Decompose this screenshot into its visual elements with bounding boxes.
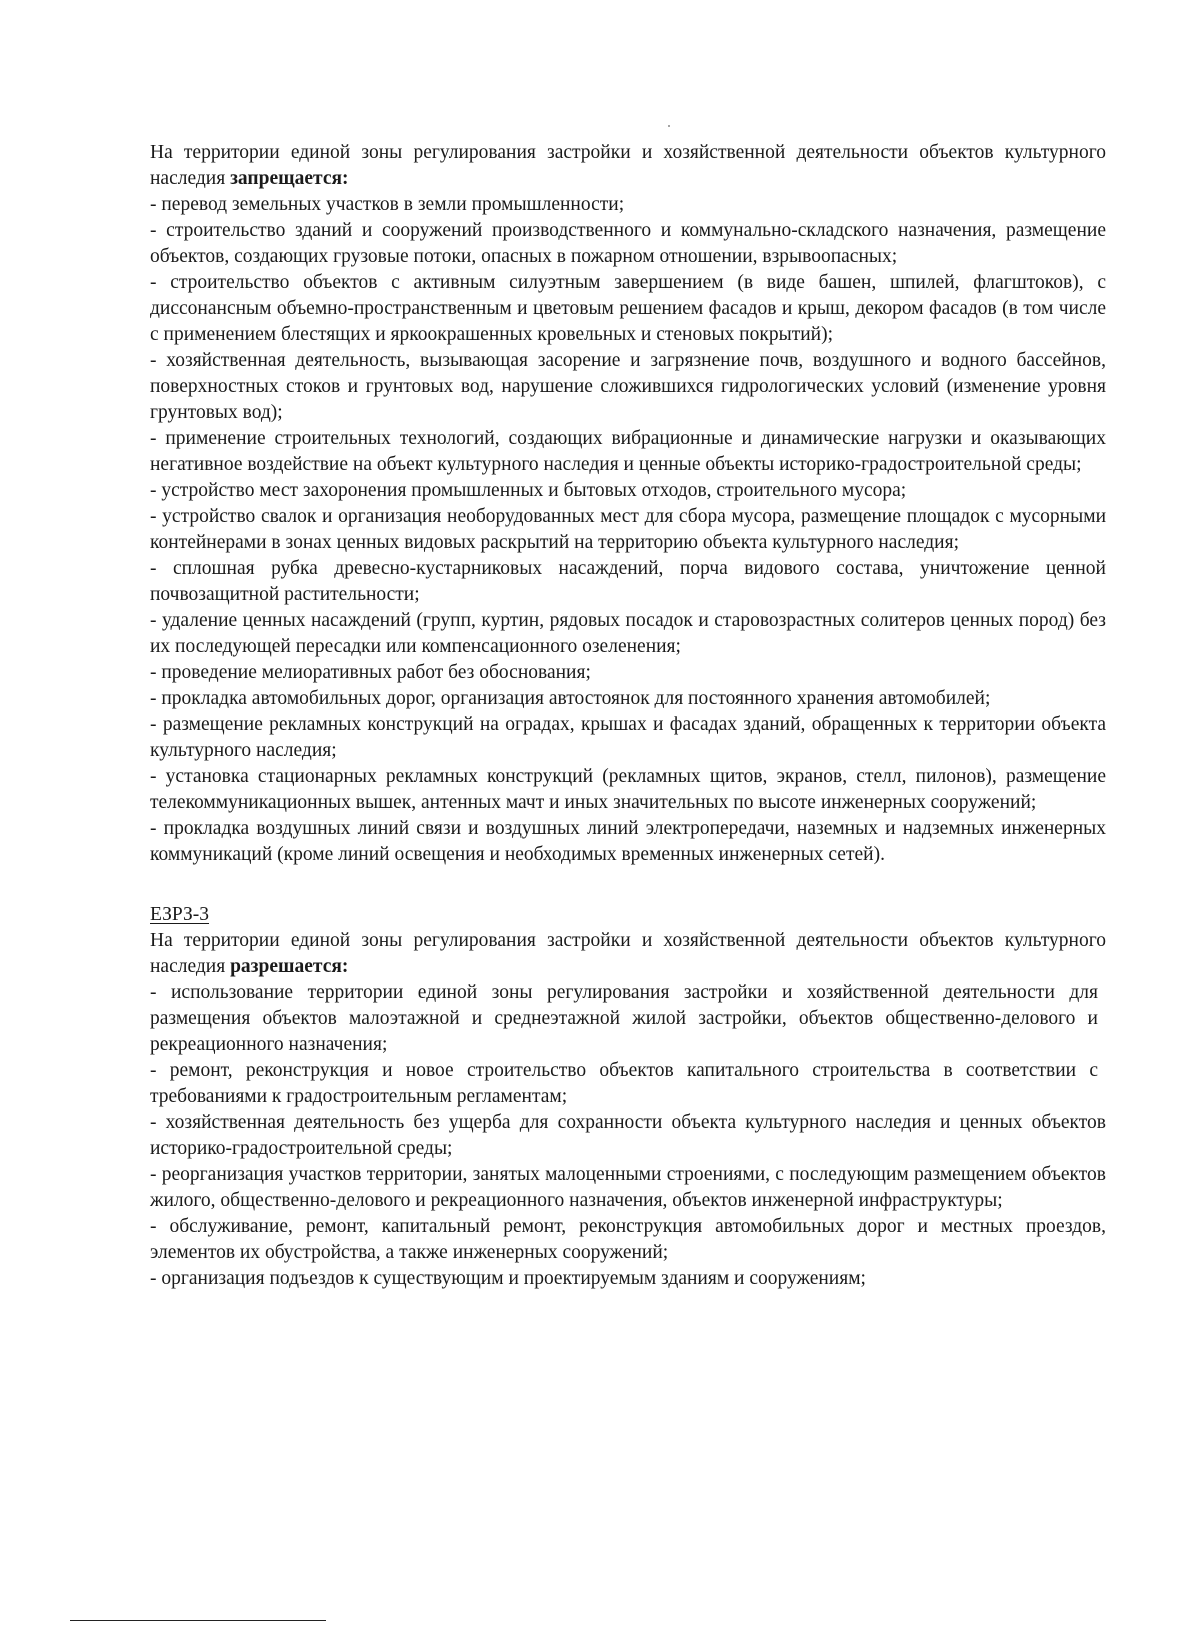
permissions-intro-text: На территории единой зоны регулирования застройки и хозяйственной деятельности объектов культурного наследия [150, 930, 1106, 977]
list-item: - перевод земельных участков в земли промышленности; [150, 194, 625, 215]
permissions-intro [150, 928, 1106, 980]
list-item: - удаление ценных насаждений (групп, куртин, рядовых посадок и старовозрастных солитеров ценных пород) без их последующей пересадки или компенсационного озеленения; [150, 610, 1106, 657]
zone-heading: ЕЗРЗ-3 [150, 904, 210, 925]
list-item: - строительство зданий и сооружений производственного и коммунально-складского назначения, размещение объектов, создающих грузовые потоки, опасных в пожарном отношении, взрывоопасных; [150, 220, 1106, 267]
list-item: - применение строительных технологий, создающих вибрационные и динамические нагрузки и оказывающих негативное воздействие на объект культурного наследия и ценные объекты историко-градостроительной среды; [150, 428, 1106, 475]
scan-speck [668, 125, 670, 127]
list-item: - установка стационарных рекламных конструкций (рекламных щитов, экранов, стелл, пилонов), размещение телекоммуникационных вышек, антенных мачт и иных значительных по высоте инженерных сооружений; [150, 766, 1106, 813]
list-item: - реорганизация участков территории, занятых малоценными строениями, с последующим размещением объектов жилого, общественно-делового и рекреационного назначения, объектов инженерной инфраструктуры; [150, 1164, 1106, 1211]
list-item: - обслуживание, ремонт, капитальный ремонт, реконструкция автомобильных дорог и местных проездов, элементов их обустройства, а также инженерных сооружений; [150, 1216, 1106, 1263]
prohibitions-intro [150, 140, 1106, 192]
prohibitions-verb: запрещается: [230, 168, 349, 189]
list-item: - устройство свалок и организация необорудованных мест для сбора мусора, размещение площадок с мусорными контейнерами в зонах ценных видовых раскрытий на территорию объекта культурного наследия; [150, 506, 1106, 553]
list-item: - организация подъездов к существующим и проектируемым зданиям и сооружениям; [150, 1268, 866, 1289]
list-item: - хозяйственная деятельность, вызывающая засорение и загрязнение почв, воздушного и водного бассейнов, поверхностных стоков и грунтовых вод, нарушение сложившихся гидрологических условий (изменение уровня грунтовых вод); [150, 350, 1106, 423]
list-item: - ремонт, реконструкция и новое строительство объектов капитального строительства в соответствии с требованиями к градостроительным регламентам; [150, 1060, 1098, 1107]
prohibitions-intro-text: На территории единой зоны регулирования застройки и хозяйственной деятельности объектов культурного наследия [150, 142, 1106, 189]
list-item: - проведение мелиоративных работ без обоснования; [150, 662, 591, 683]
list-item: - устройство мест захоронения промышленных и бытовых отходов, строительного мусора; [150, 480, 907, 501]
document-body [150, 140, 1106, 1292]
list-item: - прокладка воздушных линий связи и воздушных линий электропередачи, наземных и надземных инженерных коммуникаций (кроме линий освещения и необходимых временных инженерных сетей). [150, 818, 1106, 865]
prohibitions-section [150, 140, 1106, 868]
list-item: - размещение рекламных конструкций на оградах, крышах и фасадах зданий, обращенных к территории объекта культурного наследия; [150, 714, 1106, 761]
permissions-verb: разрешается: [230, 956, 349, 977]
permissions-section [150, 902, 1106, 1292]
list-item: - прокладка автомобильных дорог, организация автостоянок для постоянного хранения автомобилей; [150, 688, 991, 709]
list-item: - использование территории единой зоны регулирования застройки и хозяйственной деятельности для размещения объектов малоэтажной и среднеэтажной жилой застройки, объектов общественно-делового и рекреационного назначения; [150, 982, 1098, 1055]
footnote-separator [70, 1620, 326, 1621]
list-item: - сплошная рубка древесно-кустарниковых насаждений, порча видового состава, уничтожение ценной почвозащитной растительности; [150, 558, 1106, 605]
list-item: - хозяйственная деятельность без ущерба для сохранности объекта культурного наследия и ценных объектов историко-градостроительной среды; [150, 1112, 1106, 1159]
list-item: - строительство объектов с активным силуэтным завершением (в виде башен, шпилей, флагштоков), с диссонансным объемно-пространственным и цветовым решением фасадов и крыш, декором фасадов (в том числе с применением блестящих и яркоокрашенных кровельных и стеновых покрытий); [150, 272, 1106, 345]
